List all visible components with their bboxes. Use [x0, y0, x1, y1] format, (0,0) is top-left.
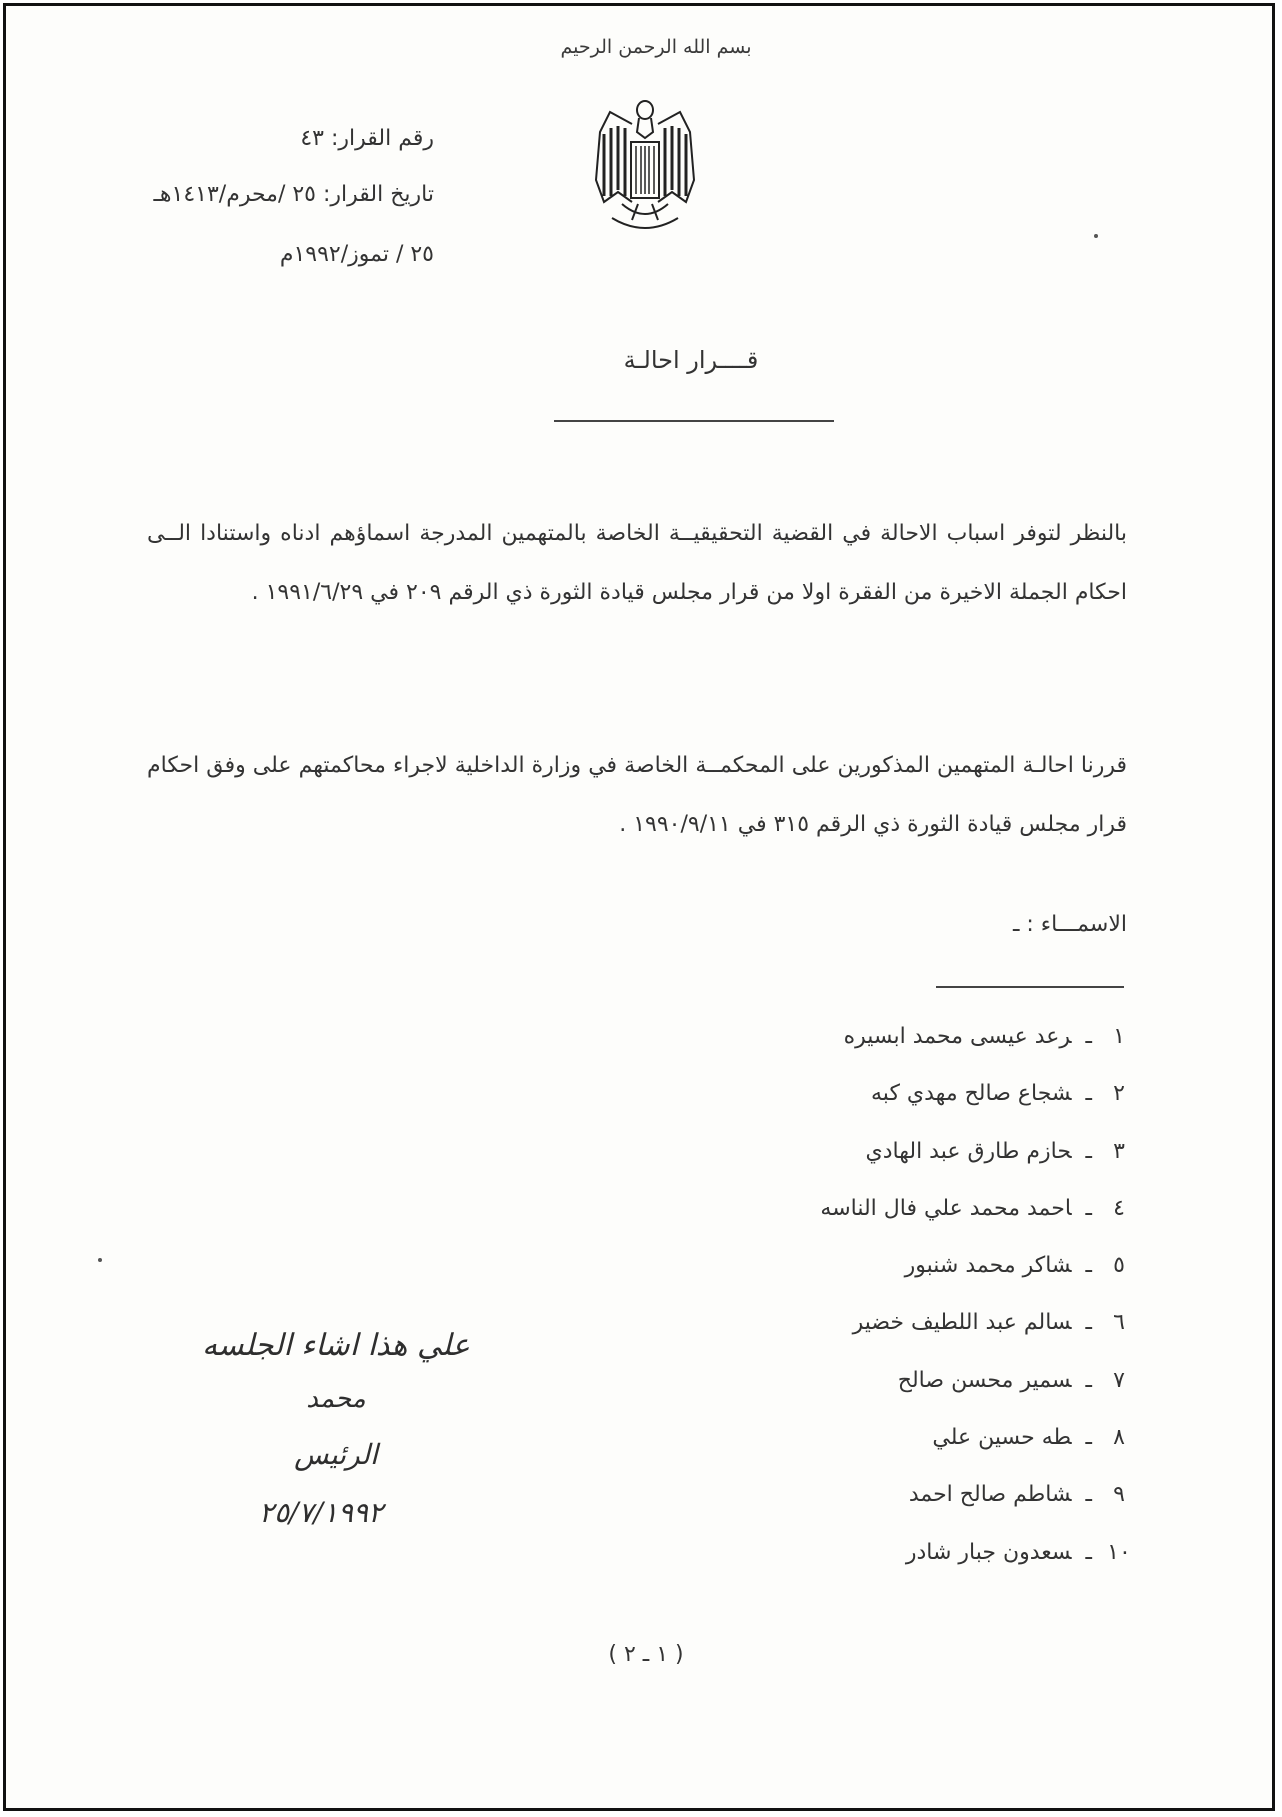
paragraph-referral-grounds: بالنظر لتوفر اسباب الاحالة في القضية التحقيقيــة الخاصة بالمتهمين المدرجة اسماؤهم ادناه واستنادا الــى احكام الجملة الاخيرة من الفقرة اولا من قرار مجلس قيادة الثورة ذي الرقم ٢٠٩ في ١٩٩١/٦/٢٩ . [147, 521, 1127, 605]
scan-speck [98, 1258, 102, 1262]
document-title: قــــرار احالـة [623, 346, 759, 374]
list-item-index: ٢ [1113, 1081, 1125, 1107]
decision-date-hijri: ٢٥ /محرم/١٤١٣هـ [153, 182, 316, 207]
list-item-index: ٣ [1113, 1138, 1125, 1164]
list-item-name: سعدون جبار شادر [905, 1539, 1072, 1565]
paragraph-referral-decision: قررنا احالـة المتهمين المذكورين على المحكمــة الخاصة في وزارة الداخلية لاجراء محاكمتهم على وفق احكام قرار مجلس قيادة الثورة ذي الرقم ٣١٥ في ١٩٩٠/٩/١١ . [147, 753, 1127, 837]
names-heading-underline [936, 986, 1124, 988]
signature-name: محمد [306, 1384, 366, 1414]
list-item [572, 1139, 1132, 1196]
decision-date-label: تاريخ القرار: [323, 182, 434, 207]
decision-number [300, 126, 434, 151]
signature-title: الرئيس [294, 1438, 378, 1471]
list-item-index: ١ [1113, 1024, 1125, 1049]
list-item-index: ٨ [1113, 1425, 1125, 1451]
document-page [3, 3, 1275, 1811]
list-item [572, 1310, 1132, 1367]
list-item-name: سمير محسن صالح [897, 1367, 1072, 1393]
list-item-name: سالم عبد اللطيف خضير [852, 1310, 1072, 1336]
list-item-name: شاطم صالح احمد [908, 1482, 1072, 1508]
list-item-name: رعد عيسى محمد ابسيره [843, 1024, 1072, 1049]
list-item-name: احمد محمد علي فال الناسه [820, 1195, 1072, 1221]
list-item-dash: ـ [1085, 1081, 1092, 1107]
list-item-index: ٧ [1113, 1367, 1125, 1393]
list-item [572, 1081, 1132, 1138]
list-item [572, 1540, 1132, 1597]
list-item [572, 1196, 1132, 1253]
list-item-name: شاكر محمد شنبور [904, 1253, 1072, 1279]
list-item [572, 1253, 1132, 1310]
decision-date [153, 182, 434, 207]
title-underline [554, 420, 834, 422]
list-item-name: طه حسين علي [932, 1425, 1072, 1451]
decision-date-gregorian: ٢٥ / تموز/١٩٩٢م [279, 242, 434, 267]
list-item [572, 1024, 1132, 1081]
list-item [572, 1425, 1132, 1482]
list-item-index: ٥ [1113, 1253, 1125, 1279]
list-item [572, 1368, 1132, 1425]
list-item-name: شجاع صالح مهدي كبه [871, 1081, 1072, 1107]
list-item-dash: ـ [1085, 1367, 1092, 1393]
scan-speck [1094, 234, 1098, 238]
list-item-dash: ـ [1085, 1425, 1092, 1451]
decision-number-label: رقم القرار: [330, 126, 434, 151]
list-item-dash: ـ [1085, 1253, 1092, 1279]
list-item [572, 1482, 1132, 1539]
list-item-index: ١٠ [1107, 1539, 1131, 1565]
decision-number-value: ٤٣ [300, 126, 324, 151]
list-item-dash: ـ [1085, 1195, 1092, 1221]
signature-date: ٢٥/٧/١٩٩٢ [258, 1496, 384, 1529]
list-item-dash: ـ [1085, 1024, 1092, 1049]
list-item-index: ٩ [1113, 1482, 1125, 1508]
list-item-index: ٤ [1113, 1195, 1125, 1221]
list-item-dash: ـ [1085, 1310, 1092, 1336]
list-item-dash: ـ [1085, 1539, 1092, 1565]
list-item-dash: ـ [1085, 1138, 1092, 1164]
list-item-index: ٦ [1113, 1310, 1125, 1336]
list-item-name: حازم طارق عبد الهادي [865, 1138, 1072, 1164]
signature-note: علي هذا اشاء الجلسه [202, 1328, 470, 1363]
accused-names-list [572, 1024, 1132, 1597]
list-item-dash: ـ [1085, 1482, 1092, 1508]
basmala-heading: بسم الله الرحمن الرحيم [560, 36, 752, 58]
page-number: ( ١ ـ ٢ ) [608, 1642, 684, 1667]
names-heading: الاسمـــاء : ـ [1012, 912, 1127, 937]
eagle-emblem-icon [592, 92, 698, 242]
